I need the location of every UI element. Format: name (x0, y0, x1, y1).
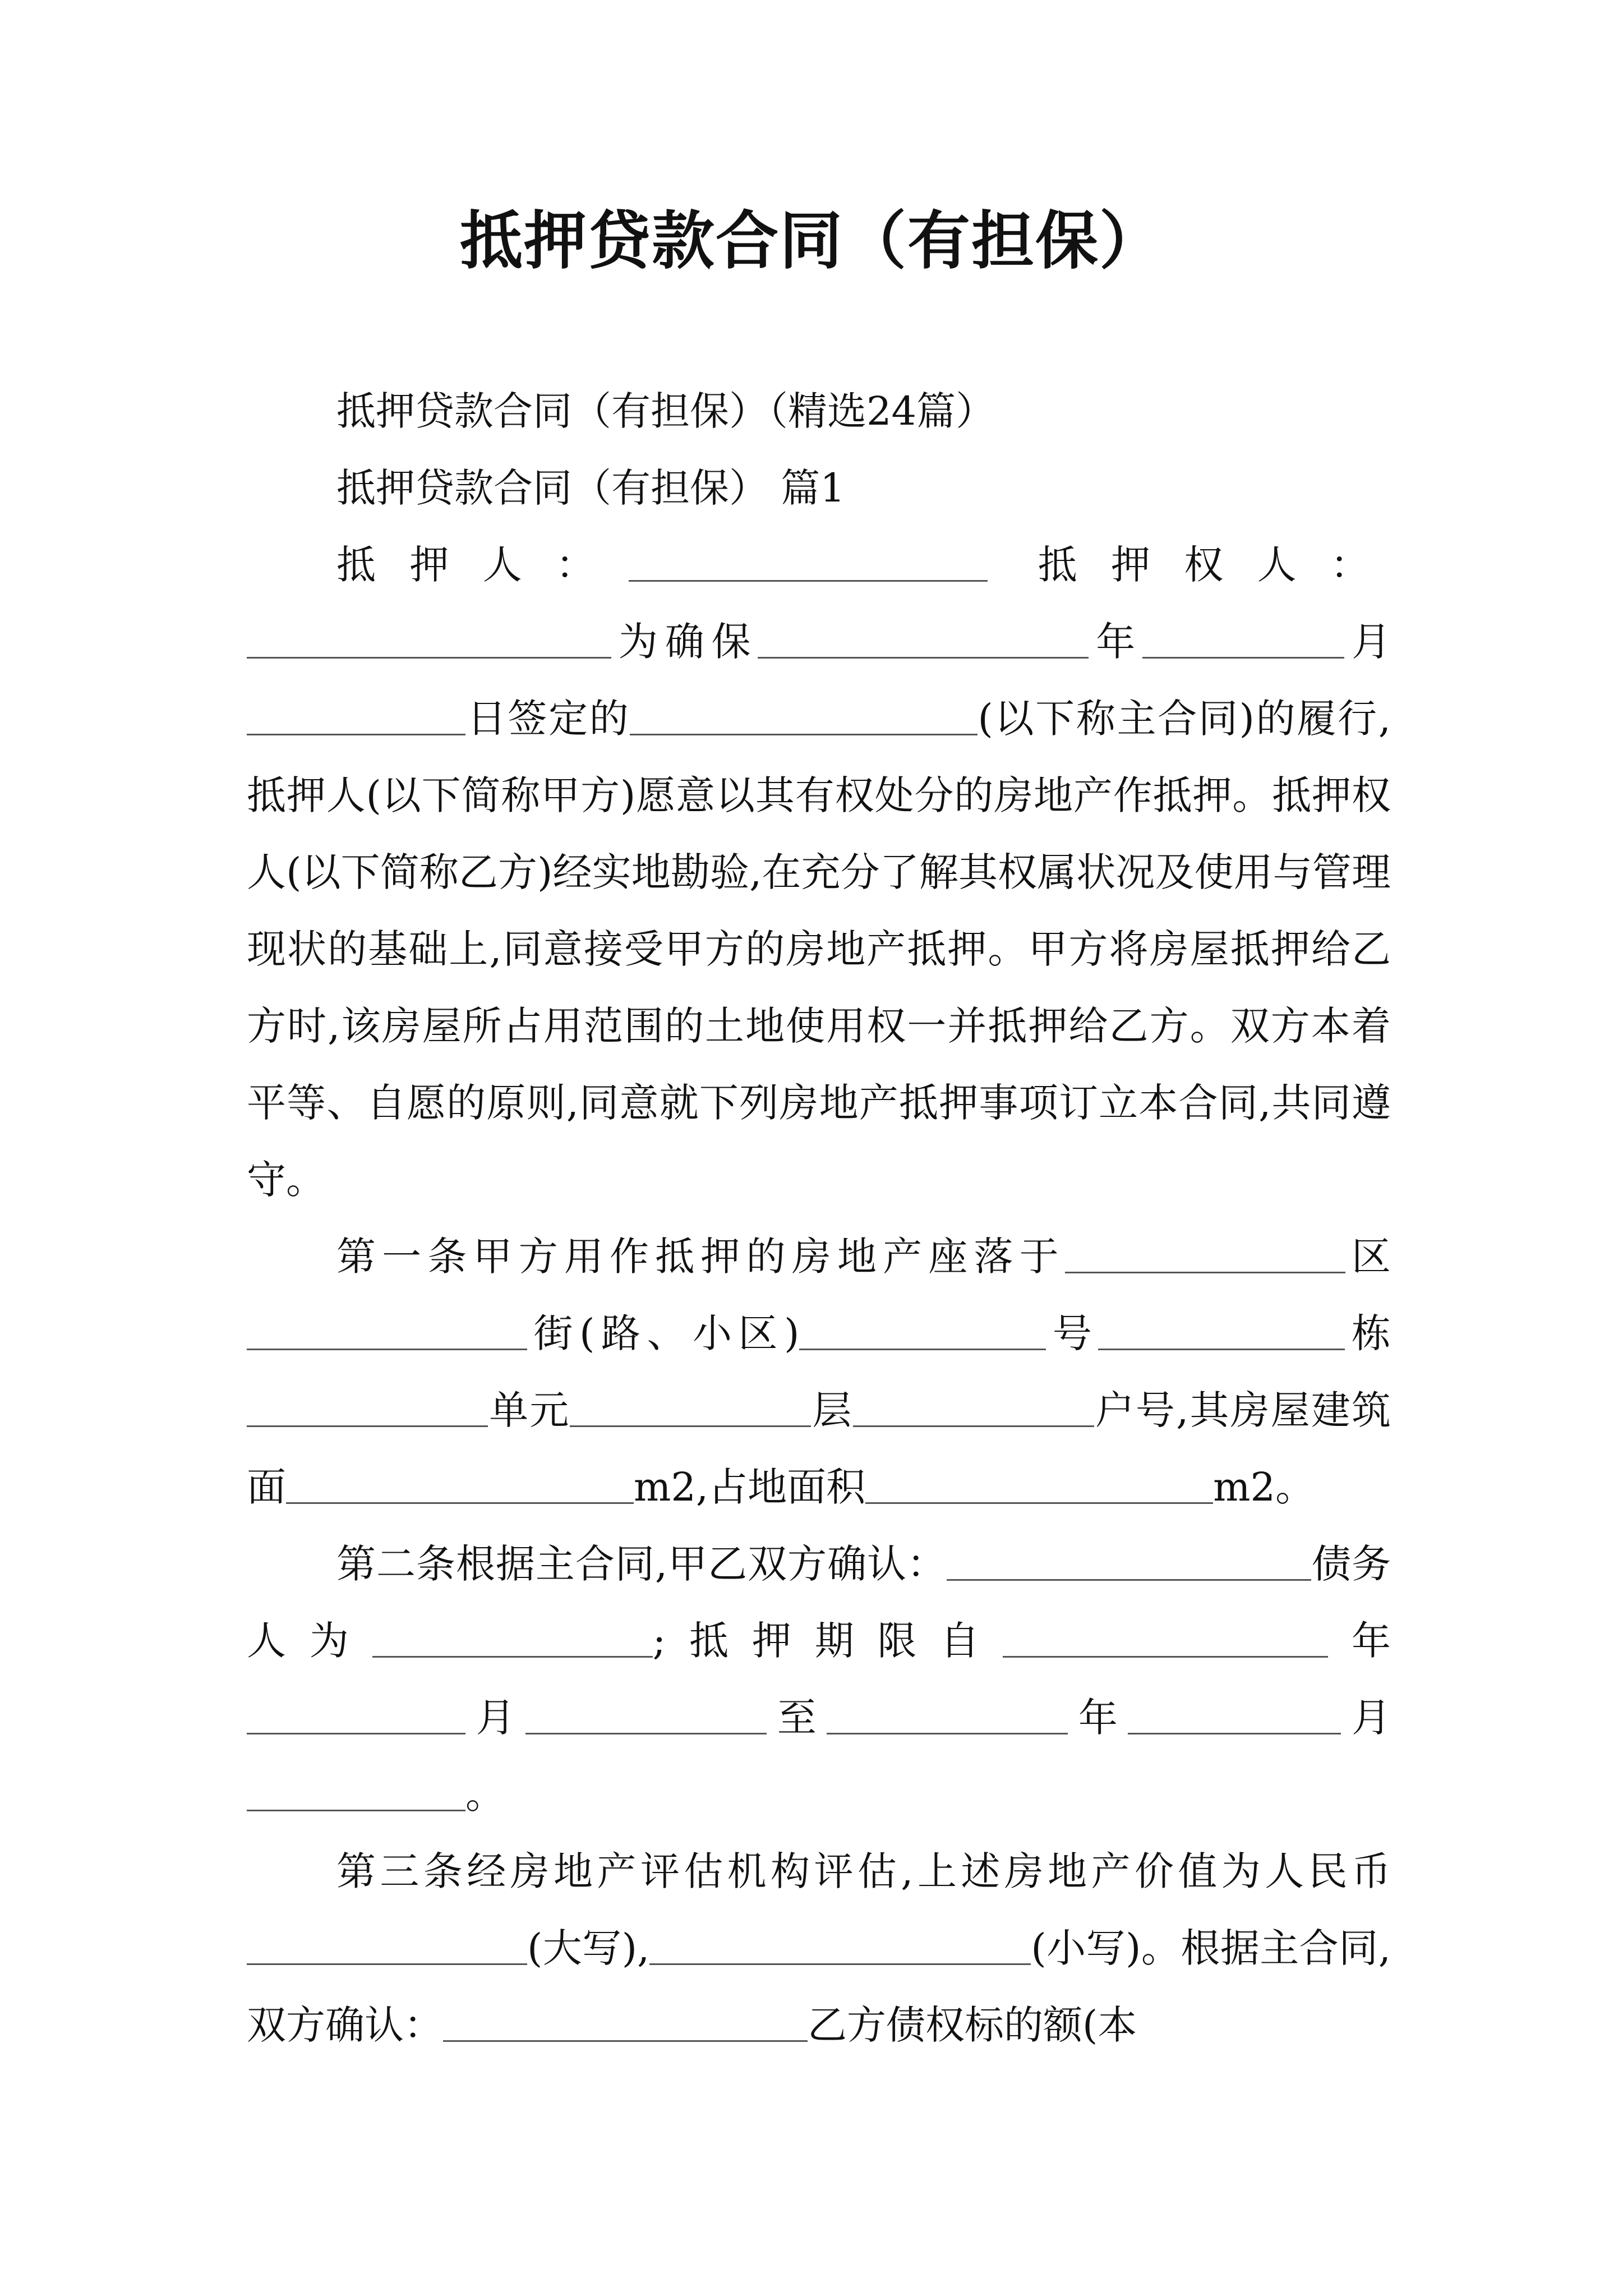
month-text: 月 (465, 1695, 526, 1741)
subtitle-line: 抵押贷款合同（有担保）（精选24篇） (336, 388, 995, 434)
small-text: (小写)。根据主合同,双方确认： (247, 1925, 1391, 2048)
blank-field[interactable] (525, 1694, 767, 1734)
area-unit-text: m2,占地面积 (634, 1464, 866, 1510)
blank-field[interactable] (649, 1924, 1031, 1965)
year-text: 年 (1089, 619, 1143, 665)
blank-field[interactable] (247, 1770, 465, 1811)
year-text: 年 (1068, 1695, 1128, 1741)
article-2 (247, 1526, 1391, 1833)
article3-tail: 乙方债权标的额(本 (808, 2002, 1137, 2048)
blank-field[interactable] (286, 1463, 634, 1504)
blank-field[interactable] (247, 1694, 465, 1734)
blank-field[interactable] (247, 694, 465, 735)
unit-text: 单元 (488, 1387, 570, 1433)
article3-lead: 第三条经房地产评估机构评估,上述房地产价值为人民币 (336, 1848, 1391, 1894)
year-text: 年 (1328, 1618, 1391, 1664)
blank-field[interactable] (1098, 1309, 1345, 1350)
blank-field[interactable] (247, 1386, 488, 1427)
mortgagee-label: 抵押权人： (1038, 542, 1391, 588)
blank-field[interactable] (372, 1617, 653, 1658)
ensure-text: 为确保 (611, 619, 758, 665)
blank-field[interactable] (865, 1463, 1213, 1504)
district-text: 区 (1345, 1234, 1391, 1280)
blank-field[interactable] (1065, 1232, 1345, 1273)
article-1 (247, 1218, 1391, 1526)
parties-paragraph (247, 527, 1391, 1218)
document-title: 抵押贷款合同（有担保） (460, 204, 1163, 278)
blank-field[interactable] (827, 1694, 1068, 1734)
blank-field[interactable] (1142, 618, 1344, 659)
month-text: 月 (1344, 619, 1391, 665)
document-body (247, 373, 1391, 2064)
blank-field[interactable] (247, 1924, 527, 1965)
number-text: 号 (1046, 1310, 1099, 1356)
blank-field[interactable] (247, 1309, 527, 1350)
blank-field[interactable] (853, 1386, 1094, 1427)
main-contract-text: (以下称主合同)的履行,抵押人(以下简称甲方)愿意以其有权处分的房地产作抵押。抵押权人(以下简称乙方)经实地勘验,在充分了解其权属状况及使用与管理现状的基础上,同意接受甲方的房地产抵押。甲方将房屋抵押给乙方时,该房屋所占用范围的土地使用权一并抵押给乙方。双方本着平等、自愿的原则,同意就下列房地产抵押事项订立本合同,共同遵守。 (247, 696, 1391, 1203)
area-unit-text: m2。 (1213, 1464, 1315, 1510)
to-text: 至 (767, 1695, 827, 1741)
mortgagor-label: 抵押人： (336, 542, 629, 588)
day-signed-text: 日签定的 (465, 696, 630, 742)
blank-field[interactable] (758, 618, 1089, 659)
blank-field[interactable] (629, 541, 988, 582)
article2-lead: 第二条根据主合同,甲乙双方确认： (336, 1541, 947, 1587)
blank-field[interactable] (570, 1386, 811, 1427)
blank-field[interactable] (1128, 1694, 1341, 1734)
capital-text: (大写), (527, 1925, 650, 1971)
article-3 (247, 1833, 1391, 2064)
street-text: 街(路、小区) (527, 1310, 800, 1356)
period-text: ;抵押期限自 (652, 1618, 1003, 1664)
blank-field[interactable] (1003, 1617, 1328, 1658)
room-text: 户号,其房屋建筑面 (247, 1387, 1391, 1510)
period-end: 。 (465, 1772, 505, 1818)
blank-field[interactable] (799, 1309, 1046, 1350)
debtor-text: 债务人为 (247, 1541, 1391, 1664)
building-text: 栋 (1345, 1310, 1391, 1356)
month-text: 月 (1341, 1695, 1391, 1741)
floor-text: 层 (811, 1387, 853, 1433)
blank-field[interactable] (443, 2001, 808, 2042)
article1-lead: 第一条甲方用作抵押的房地产座落于 (336, 1234, 1065, 1280)
blank-field[interactable] (947, 1540, 1311, 1581)
section-heading: 抵押贷款合同（有担保） 篇1 (336, 465, 845, 511)
blank-field[interactable] (630, 694, 978, 735)
blank-field[interactable] (247, 618, 611, 659)
